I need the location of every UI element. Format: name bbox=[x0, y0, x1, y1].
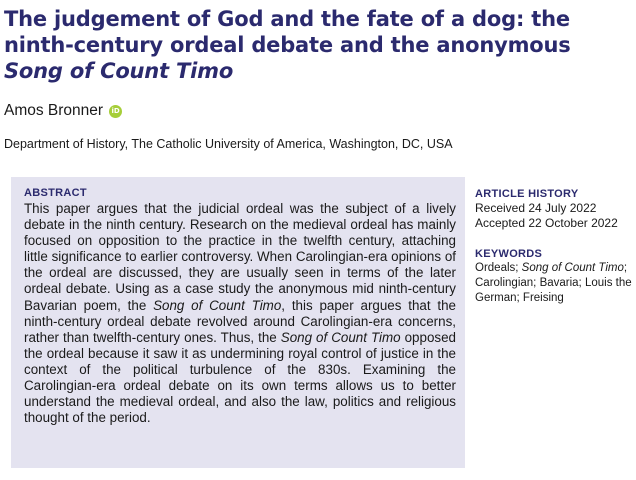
received-date: Received 24 July 2022 bbox=[475, 201, 597, 215]
title-text: The judgement of God and the fate of a dog: the ninth-century ordeal debate and the anonymous bbox=[4, 7, 571, 57]
accepted-date: Accepted 22 October 2022 bbox=[475, 216, 618, 230]
abstract-heading: ABSTRACT bbox=[24, 187, 87, 199]
affiliation: Department of History, The Catholic University of America, Washington, DC, USA bbox=[4, 137, 453, 151]
abstract-italic: Song of Count Timo bbox=[153, 297, 282, 313]
author-line bbox=[4, 102, 122, 120]
abstract-text-part: opposed the ordeal because it saw it as undermining royal control of justice in the context of the political turbulence of the 830s. Examining the Carolingian-era ordeal debate on its own terms allows us to better understand the medieval ordeal, and also the law, politics and religious thought of the period. bbox=[24, 329, 456, 426]
article-history bbox=[475, 188, 633, 231]
abstract-box bbox=[11, 177, 465, 468]
article-title bbox=[4, 6, 630, 84]
abstract-text-part: This paper argues that the judicial ordeal was the subject of a lively debate in the ninth century. Research on the medieval ordeal has mainly focused on opposition to the practice in the twelfth century, attaching little significance to earlier controversy. When Carolingian-era opinions of the ordeal are discussed, they are usually seen in terms of the later ordeal debate. Using as a case study the anonymous mid ninth-century Bavarian poem, the bbox=[24, 201, 456, 313]
title-italic: Song of Count Timo bbox=[4, 59, 234, 83]
author-name[interactable]: Amos Bronner bbox=[4, 102, 104, 119]
keyword-italic: Song of Count Timo bbox=[521, 262, 624, 274]
abstract-text-part: , this paper argues that the ninth-century ordeal debate revolved around Carolingian-era concerns, rather than twelfth-century ones. Thus, the bbox=[24, 297, 456, 345]
orcid-icon[interactable]: iD bbox=[109, 105, 122, 118]
keyword-text: Ordeals; bbox=[475, 262, 522, 274]
keywords bbox=[475, 248, 633, 306]
keyword-text: ; Carolingian; Bavaria; Louis the German; Freising bbox=[475, 262, 632, 304]
keywords-heading: KEYWORDS bbox=[475, 248, 543, 260]
keywords-list bbox=[475, 261, 633, 306]
abstract-text bbox=[24, 201, 456, 426]
abstract-italic: Song of Count Timo bbox=[280, 329, 401, 345]
article-history-heading: ARTICLE HISTORY bbox=[475, 188, 579, 200]
